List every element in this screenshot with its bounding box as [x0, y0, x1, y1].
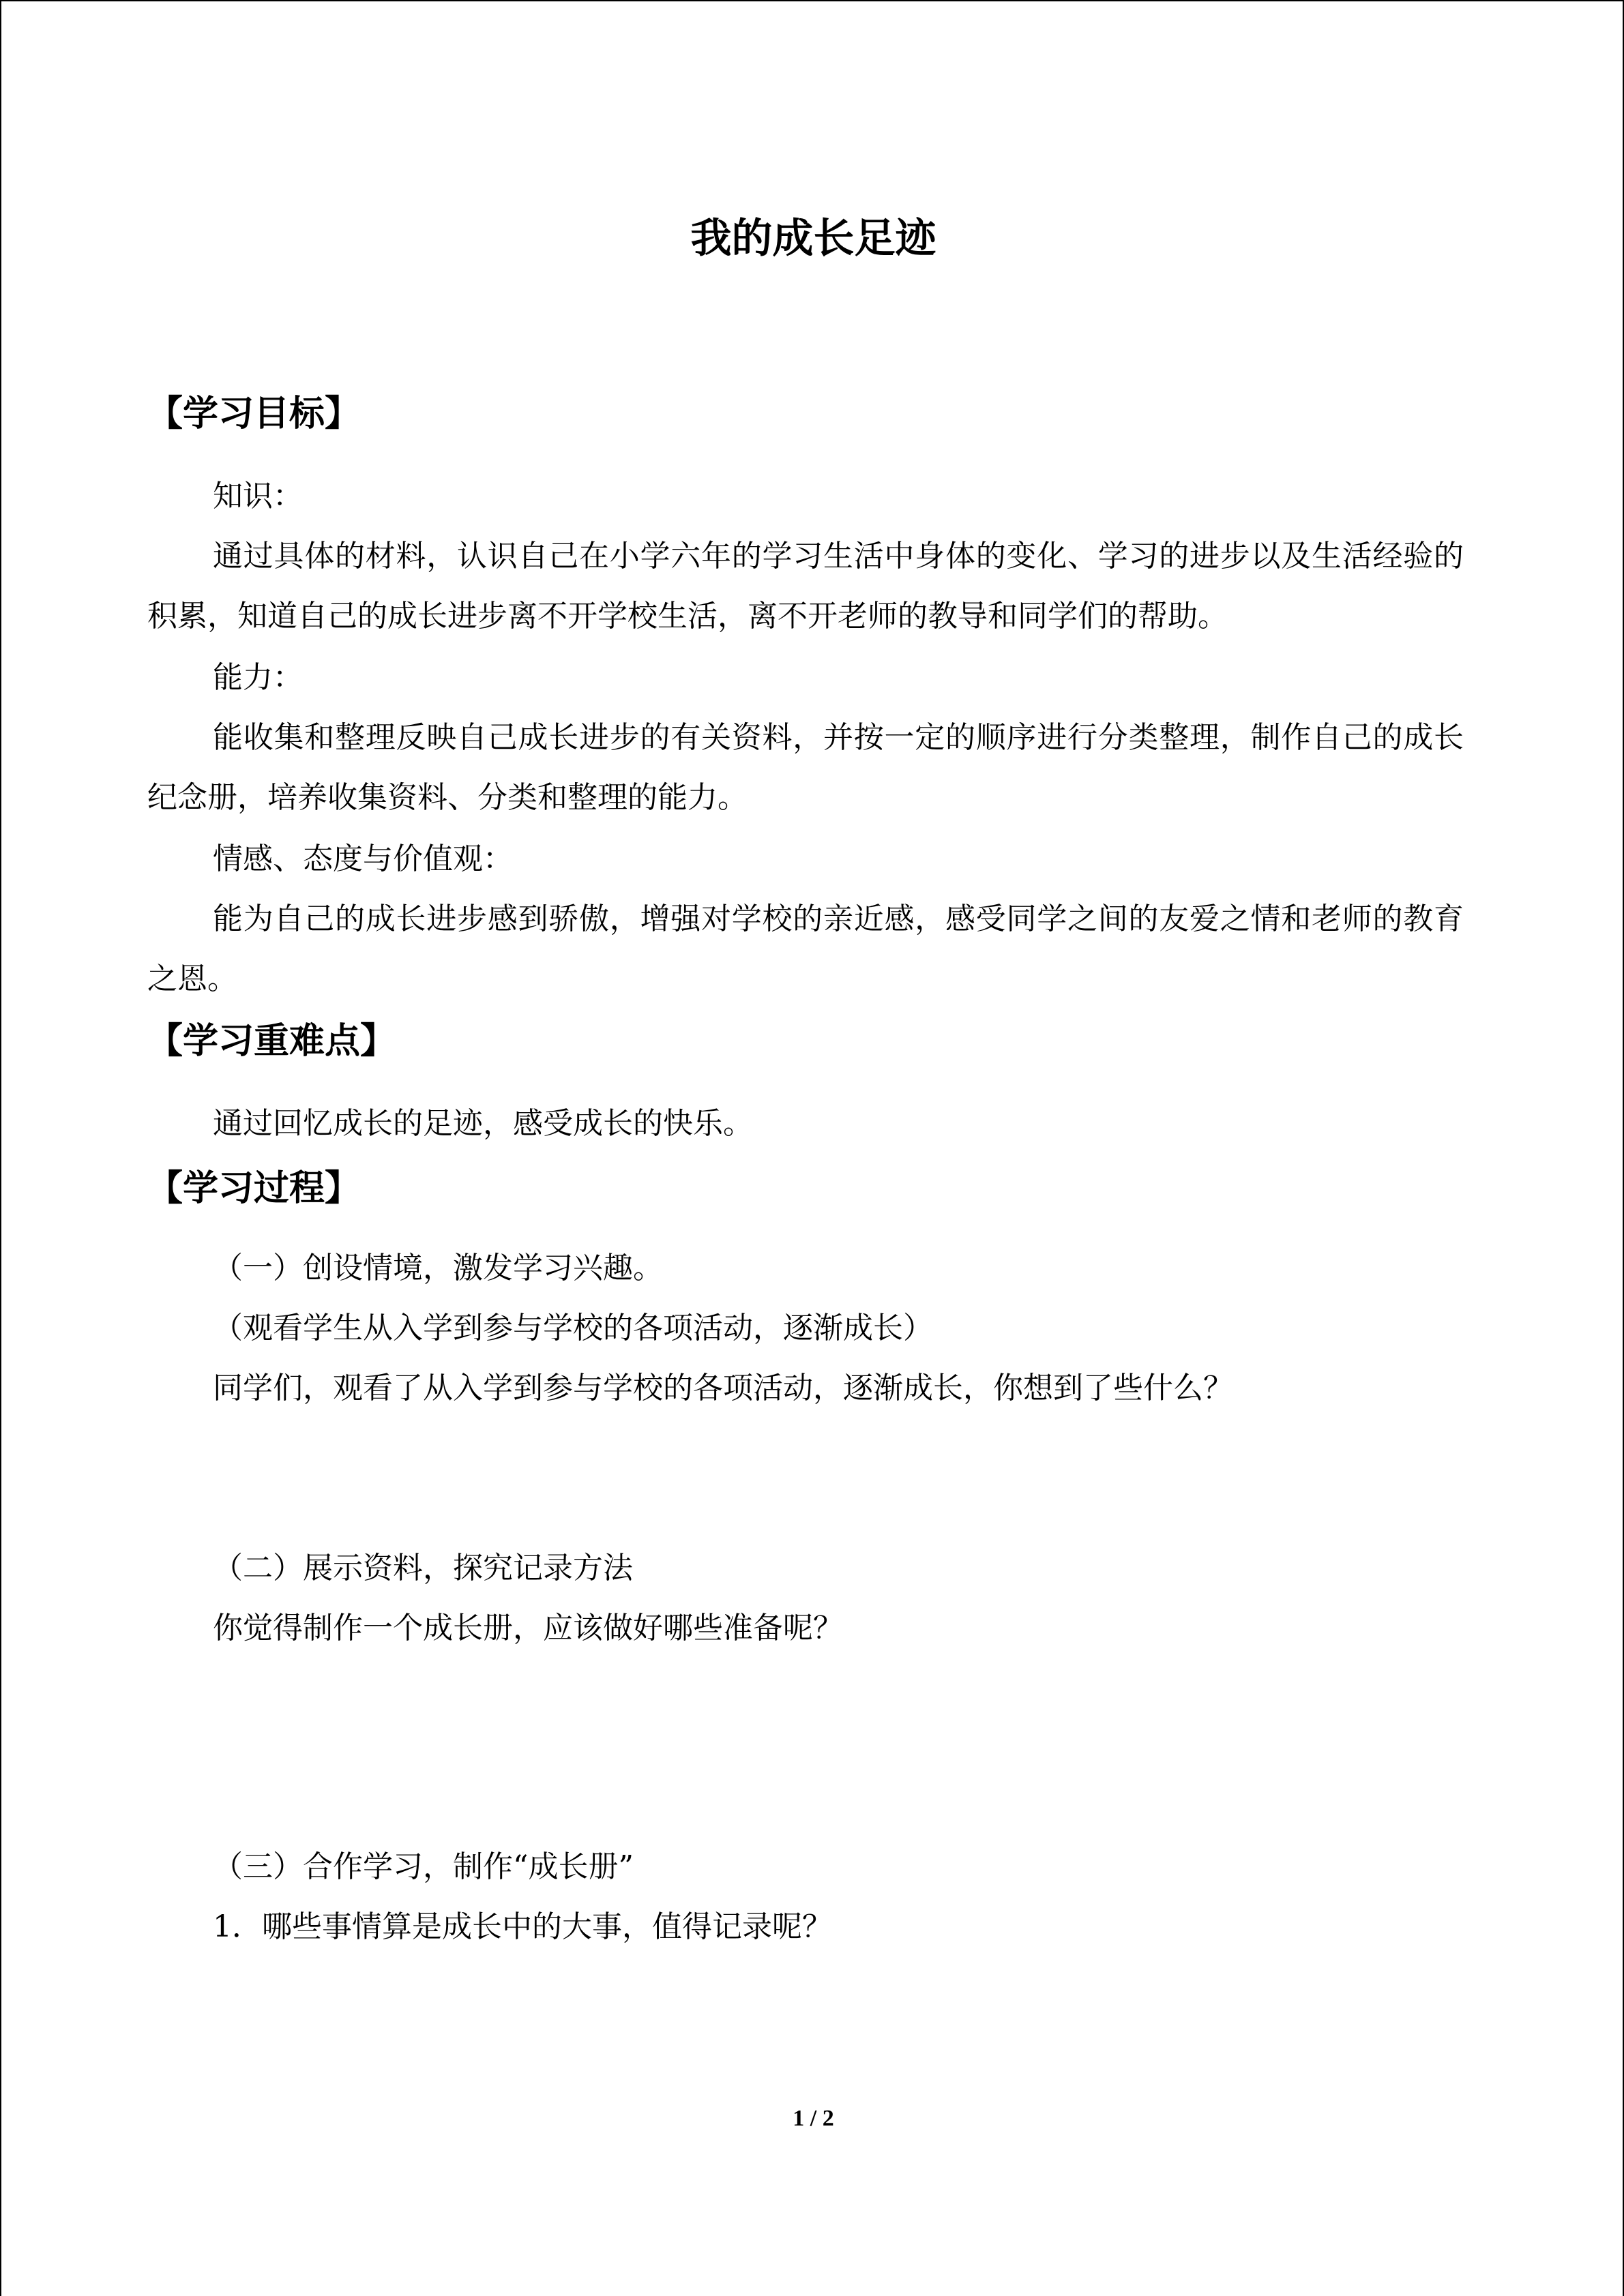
- knowledge-label: 知识：: [213, 479, 303, 513]
- ability-text: 能收集和整理反映自己成长进步的有关资料，并按一定的顺序进行分类整理，制作自己的成长纪念册，培养收集资料、分类和整理的能力。: [147, 720, 1464, 815]
- step1-title: （一）创设情境，激发学习兴趣。: [213, 1251, 663, 1285]
- page-number: 1 / 2: [793, 2106, 834, 2131]
- step1-question: 同学们，观看了从入学到参与学校的各项活动，逐渐成长，你想到了些什么？: [213, 1371, 1233, 1405]
- step1-note: （观看学生从入学到参与学校的各项活动，逐渐成长）: [213, 1311, 933, 1345]
- step3-question-1: 1．哪些事情算是成长中的大事，值得记录呢？: [213, 1909, 832, 1944]
- ability-label: 能力：: [213, 660, 303, 695]
- key-points-text: 通过回忆成长的足迹，感受成长的快乐。: [213, 1106, 753, 1141]
- step2-title: （二）展示资料，探究记录方法: [213, 1551, 633, 1585]
- section-heading-goals: 【学习目标】: [147, 393, 361, 434]
- section-heading-process: 【学习过程】: [147, 1168, 361, 1209]
- section-heading-key-points: 【学习重难点】: [147, 1021, 396, 1062]
- step2-question: 你觉得制作一个成长册，应该做好哪些准备呢？: [213, 1611, 843, 1645]
- knowledge-text: 通过具体的材料，认识自己在小学六年的学习生活中身体的变化、学习的进步以及生活经验的积累，知道自己的成长进步离不开学校生活，离不开老师的教导和同学们的帮助。: [147, 539, 1464, 633]
- emotion-label: 情感、态度与价值观：: [213, 841, 513, 876]
- emotion-text: 能为自己的成长进步感到骄傲，增强对学校的亲近感，感受同学之间的友爱之情和老师的教育之恩。: [147, 901, 1464, 996]
- page-title: 我的成长足迹: [690, 215, 936, 263]
- step3-title: （三）合作学习，制作“成长册”: [213, 1849, 634, 1884]
